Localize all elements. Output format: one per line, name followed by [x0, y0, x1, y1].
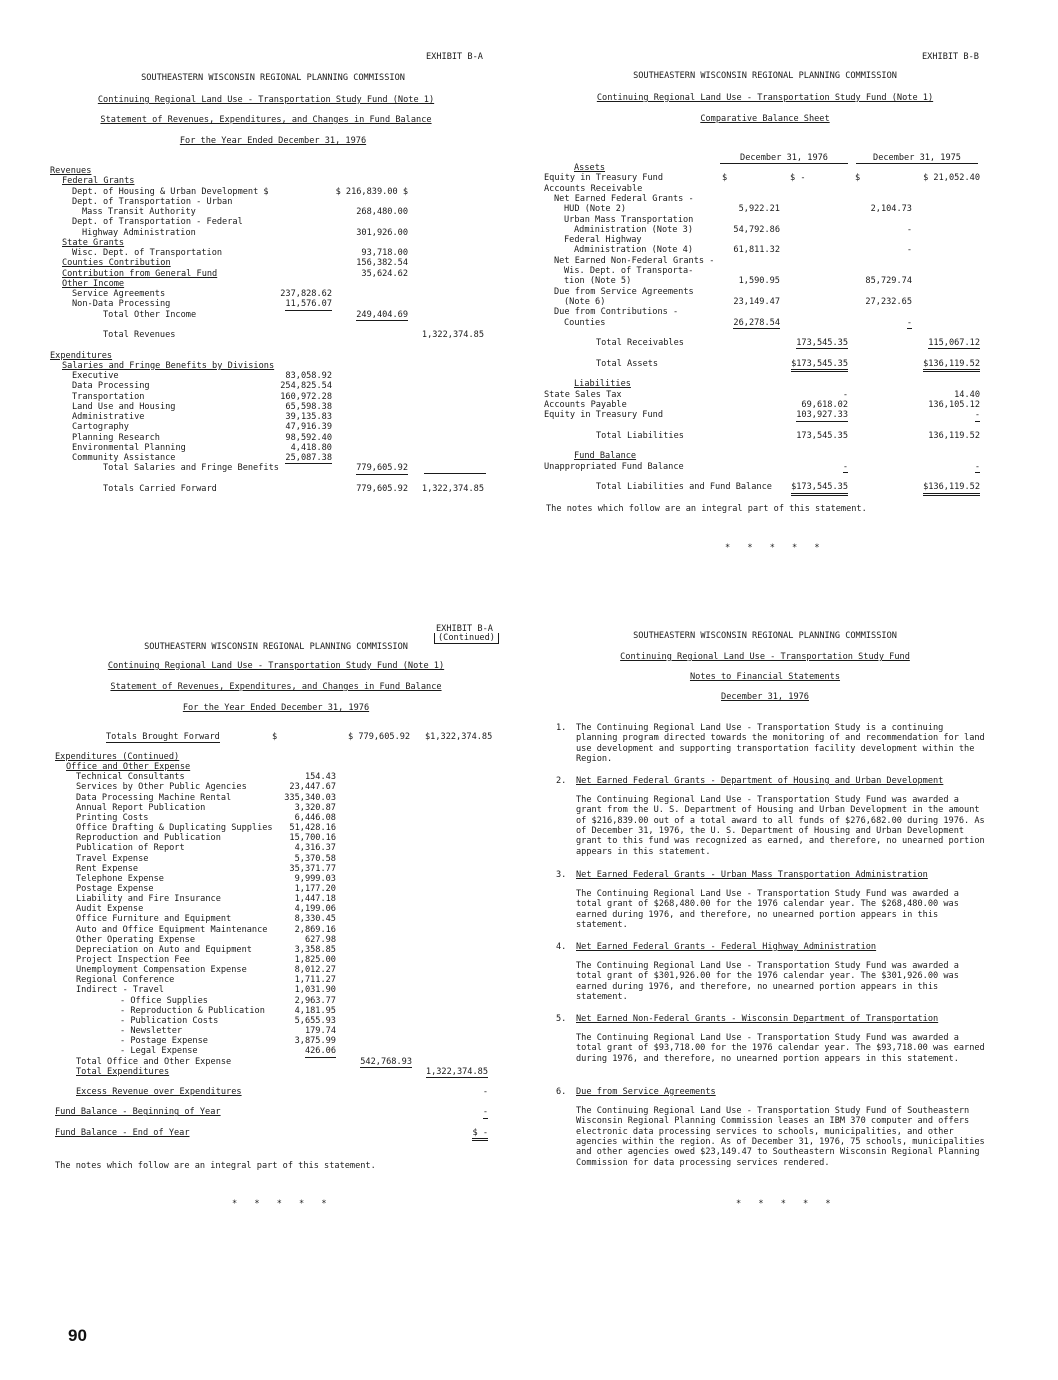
row-label: Community Assistance [72, 453, 176, 463]
exhibit-label: EXHIBIT B-A [436, 624, 493, 634]
row-label: Regional Conference [76, 975, 175, 986]
amount-cell: 5,370.58 [294, 853, 336, 864]
row-label: Net Earned Federal Grants - [554, 193, 694, 204]
amount-cell: - [974, 461, 980, 472]
row-label: Planning Research [72, 432, 160, 443]
row-label: Depreciation on Auto and Equipment [76, 944, 252, 955]
row-label: Due from Service Agreements [554, 286, 694, 297]
row-label: State Grants [62, 237, 125, 248]
amount-cell: 627.98 [304, 934, 336, 945]
amount-cell: - [482, 1086, 488, 1097]
row-label: - Office Supplies [120, 995, 208, 1006]
row-label: Counties [564, 317, 606, 328]
amount-cell: 103,927.33 [796, 410, 848, 421]
row-label: Postage Expense [76, 883, 154, 894]
amount-cell: 25,087.38 [285, 453, 332, 463]
fund-title: Continuing Regional Land Use - Transportation Study Fund (Note 1) [97, 95, 435, 105]
amount-cell: 1,825.00 [294, 955, 336, 965]
amount-cell: 237,828.62 [280, 289, 332, 299]
row-label: Revenues [50, 166, 92, 176]
amount-cell: 83,058.92 [285, 371, 332, 381]
row-label: Technical Consultants [76, 772, 185, 783]
note-number: 2. [556, 776, 567, 786]
row-label: Urban Mass Transportation [564, 214, 694, 225]
row-label: Salaries and Fringe Benefits by Divisions [62, 360, 275, 371]
amount-cell: 65,598.38 [285, 401, 332, 412]
amount-cell: $136,119.52 [923, 482, 980, 495]
amount-cell: $173,545.35 [791, 359, 848, 372]
period-title: For the Year Ended December 31, 1976 [179, 136, 367, 146]
row-label: (Note 6) [564, 296, 606, 307]
amount-cell: 4,181.95 [294, 1005, 336, 1016]
amount-cell: 1,322,374.85 [425, 1066, 488, 1077]
row-label: Total Liabilities and Fund Balance [596, 482, 772, 493]
row-label: Due from Contributions - [554, 307, 679, 318]
row-label: Total Salaries and Fringe Benefits [103, 463, 279, 474]
note-heading: Net Earned Federal Grants - Department of Housing and Urban Development [576, 776, 944, 786]
row-label: Federal Highway [564, 235, 642, 246]
row-label: Fund Balance - Beginning of Year [55, 1107, 221, 1118]
note-body: The Continuing Regional Land Use - Transportation Study Fund was awarded a total grant of $268,480.00 for the 1976 calendar year. The $268,480.00 was earned during 1976, and therefore, no unearned portion appears in this statement. [576, 889, 959, 930]
row-label: Annual Report Publication [76, 802, 206, 813]
amount-cell: 69,618.02 [801, 399, 848, 410]
brought-forward-dollar: $ [272, 732, 278, 742]
note-number: 1. [556, 723, 567, 733]
row-label: Administrative [72, 412, 145, 422]
exhibit-label: EXHIBIT B-A [426, 52, 483, 62]
amount-cell: 115,067.12 [928, 338, 980, 349]
notes-title: Notes to Financial Statements [689, 672, 841, 682]
amount-cell: - [482, 1107, 488, 1118]
row-label: Executive [72, 371, 119, 381]
fund-title: Continuing Regional Land Use - Transportation Study Fund (Note 1) [107, 661, 445, 671]
row-label: tion (Note 5) [564, 276, 632, 287]
amount-cell: 301,926.00 [356, 227, 408, 238]
org-name: SOUTHEASTERN WISCONSIN REGIONAL PLANNING COMMISSION [633, 631, 897, 641]
separator-stars: * * * * * [232, 1199, 333, 1209]
amount-cell: $ 216,839.00 $ [335, 186, 408, 197]
amount-cell: 160,972.28 [280, 391, 332, 402]
amount-cell: 26,278.54 [733, 317, 780, 328]
amount-cell: 39,135.83 [285, 412, 332, 422]
separator-stars: * * * * * [725, 543, 826, 553]
row-label: State Sales Tax [544, 389, 622, 400]
fund-title: Continuing Regional Land Use - Transportation Study Fund [620, 652, 910, 662]
amount-cell: 1,590.95 [738, 276, 780, 287]
amount-cell: 1,322,374.85 [421, 483, 484, 494]
amount-cell: 54,792.86 [733, 224, 780, 235]
total-rule [424, 473, 486, 474]
amount-cell: 5,922.21 [738, 204, 780, 215]
amount-cell: 1,447.18 [294, 894, 336, 905]
row-label: Liabilities [574, 379, 631, 390]
statement-title: Statement of Revenues, Expenditures, and Changes in Fund Balance [110, 682, 442, 692]
row-label: Travel Expense [76, 853, 149, 864]
amount-cell: $ [855, 173, 861, 184]
note-heading: Due from Service Agreements [576, 1087, 716, 1097]
amount-cell: 136,119.52 [928, 430, 980, 441]
amount-cell: 1,031.90 [294, 985, 336, 996]
org-name: SOUTHEASTERN WISCONSIN REGIONAL PLANNING COMMISSION [144, 642, 408, 652]
amount-cell: 11,576.07 [285, 299, 332, 310]
note-number: 3. [556, 870, 567, 880]
row-label: Excess Revenue over Expenditures [76, 1086, 242, 1097]
amount-cell: 15,700.16 [289, 833, 336, 844]
continued-label: (Continued) [434, 633, 499, 644]
row-label: Federal Grants [62, 176, 135, 187]
row-label: Net Earned Non-Federal Grants - [554, 255, 715, 266]
amount-cell: 3,320.87 [294, 802, 336, 813]
note-number: 4. [556, 942, 567, 952]
integral-note: The notes which follow are an integral part of this statement. [55, 1161, 376, 1171]
row-label: Land Use and Housing [72, 401, 176, 412]
amount-cell: 779,605.92 [356, 483, 408, 494]
row-label: Service Agreements [72, 289, 166, 299]
amount-cell: 1,177.20 [294, 883, 336, 894]
amount-cell: - [842, 389, 848, 400]
row-label: Non-Data Processing [72, 299, 171, 310]
row-label: Indirect - Travel [76, 985, 164, 996]
row-label: Unappropriated Fund Balance [544, 461, 684, 472]
row-label: Total Office and Other Expense [76, 1056, 232, 1067]
row-label: Dept. of Transportation - Federal [72, 217, 243, 228]
row-label: Totals Carried Forward [103, 483, 217, 494]
row-label: Accounts Receivable [544, 183, 643, 194]
note-body: The Continuing Regional Land Use - Transportation Study Fund was awarded a total grant of $93,718.00 for the 1976 calendar year. The $93,718.00 was earned during 1976, and therefore, no unearned portion appears in this statement. [576, 1033, 985, 1064]
amount-cell: 335,340.03 [284, 792, 336, 803]
org-name: SOUTHEASTERN WISCONSIN REGIONAL PLANNING COMMISSION [141, 73, 405, 83]
row-label: Expenditures [50, 350, 113, 361]
amount-cell: 85,729.74 [865, 276, 912, 287]
row-label: Assets [574, 163, 606, 173]
row-label: Office Furniture and Equipment [76, 914, 232, 925]
integral-note: The notes which follow are an integral part of this statement. [546, 504, 867, 514]
amount-cell: 93,718.00 [361, 248, 408, 258]
row-label: Office and Other Expense [66, 762, 191, 773]
amount-cell: 8,012.27 [294, 965, 336, 976]
row-label: Rent Expense [76, 863, 139, 874]
row-label: Total Liabilities [596, 430, 684, 441]
amount-cell: - [842, 461, 848, 472]
amount-cell: 23,447.67 [289, 782, 336, 793]
amount-cell: - [906, 245, 912, 256]
amount-cell: 542,768.93 [360, 1056, 412, 1067]
row-label: Contribution from General Fund [62, 268, 218, 279]
amount-cell: 27,232.65 [865, 296, 912, 307]
amount-cell: 268,480.00 [356, 207, 408, 217]
amount-cell: $136,119.52 [923, 359, 980, 372]
note-body: The Continuing Regional Land Use - Transportation Study Fund was awarded a grant from the U. S. Department of Housing and Urban Development in the amount of $216,839.00 out of a total award to all funds of $276,682.00 during 1976. As of December 31, 1976, the U. S. Department of Housing and Urban Development grant to this fund was recognized as earned, and therefore, no unearned portion appears in this statement. [576, 795, 985, 857]
row-label: Highway Administration [82, 227, 196, 238]
amount-cell: 51,428.16 [289, 823, 336, 834]
row-label: Environmental Planning [72, 442, 186, 453]
row-label: Accounts Payable [544, 399, 627, 410]
row-label: Telephone Expense [76, 873, 164, 884]
amount-cell: 6,446.08 [294, 812, 336, 823]
row-label: Data Processing Machine Rental [76, 792, 232, 803]
row-label: Wis. Dept. of Transporta- [564, 266, 694, 276]
amount-cell: 179.74 [304, 1026, 336, 1037]
amount-cell: 156,382.54 [356, 258, 408, 269]
row-label: Auto and Office Equipment Maintenance [76, 924, 268, 935]
col-1975-header: December 31, 1975 [856, 153, 978, 164]
org-name: SOUTHEASTERN WISCONSIN REGIONAL PLANNING COMMISSION [633, 71, 897, 81]
brought-forward-expenditures: $ 779,605.92 [348, 732, 411, 742]
amount-cell: $ 21,052.40 [923, 173, 980, 184]
row-label: Office Drafting & Duplicating Supplies [76, 823, 273, 834]
amount-cell: $ - [790, 173, 806, 184]
amount-cell: 1,322,374.85 [421, 330, 484, 340]
row-label: Other Operating Expense [76, 934, 195, 945]
amount-cell: 47,916.39 [285, 422, 332, 433]
row-label: HUD (Note 2) [564, 204, 627, 215]
fund-title: Continuing Regional Land Use - Transportation Study Fund (Note 1) [596, 93, 934, 103]
row-label: Dept. of Housing & Urban Development $ [72, 186, 269, 197]
row-label: Administration (Note 3) [574, 224, 693, 235]
note-body: The Continuing Regional Land Use - Transportation Study Fund was awarded a total grant of $301,926.00 for the 1976 calendar year. The $301,926.00 was earned during 1976, and therefore, no unearned portion appears in this statement. [576, 961, 959, 1002]
amount-cell: 8,330.45 [294, 914, 336, 925]
amount-cell: 2,104.73 [870, 204, 912, 215]
exhibit-label: EXHIBIT B-B [922, 52, 979, 62]
amount-cell: 4,199.06 [294, 904, 336, 915]
note-number: 5. [556, 1014, 567, 1024]
amount-cell: 3,358.85 [294, 944, 336, 955]
note-heading: Net Earned Federal Grants - Urban Mass Transportation Administration [576, 870, 928, 880]
statement-title: Comparative Balance Sheet [700, 114, 830, 124]
amount-cell: 779,605.92 [356, 463, 408, 474]
note-heading: Net Earned Non-Federal Grants - Wisconsin Department of Transportation [576, 1014, 939, 1024]
amount-cell: - [906, 317, 912, 328]
row-label: Counties Contribution [62, 258, 171, 269]
row-label: Administration (Note 4) [574, 245, 693, 256]
page-number: 90 [68, 1326, 87, 1345]
row-label: Dept. of Transportation - Urban [72, 196, 233, 207]
amount-cell: - [974, 410, 980, 421]
amount-cell: 14.40 [954, 389, 980, 400]
row-label: Total Expenditures [76, 1066, 170, 1077]
row-label: Mass Transit Authority [82, 207, 196, 217]
amount-cell: 2,963.77 [294, 995, 336, 1006]
row-label: Total Other Income [103, 309, 197, 320]
row-label: Wisc. Dept. of Transportation [72, 248, 223, 258]
amount-cell: 173,545.35 [796, 430, 848, 441]
row-label: Expenditures (Continued) [55, 752, 180, 762]
col-1976-header: December 31, 1976 [720, 153, 848, 164]
amount-cell: 1,711.27 [294, 975, 336, 986]
row-label: Data Processing [72, 381, 150, 392]
row-label: Other Income [62, 278, 125, 289]
row-label: - Newsletter [120, 1026, 183, 1037]
row-label: Transportation [72, 391, 145, 402]
note-number: 6. [556, 1087, 567, 1097]
row-label: Total Revenues [103, 330, 176, 340]
amount-cell: 426.06 [304, 1046, 336, 1057]
row-label: Cartography [72, 422, 129, 433]
row-label: - Reproduction & Publication [120, 1005, 265, 1016]
amount-cell: 4,316.37 [294, 843, 336, 854]
amount-cell: 98,592.40 [285, 432, 332, 443]
amount-cell: 23,149.47 [733, 296, 780, 307]
row-label: - Legal Expense [120, 1046, 198, 1057]
amount-cell: 3,875.99 [294, 1036, 336, 1047]
amount-cell: 9,999.03 [294, 873, 336, 884]
row-label: Project Inspection Fee [76, 955, 190, 965]
amount-cell: 61,811.32 [733, 245, 780, 256]
amount-cell: 249,404.69 [356, 309, 408, 320]
amount-cell: 2,869.16 [294, 924, 336, 935]
row-label: Liability and Fire Insurance [76, 894, 221, 905]
amount-cell: 154.43 [304, 772, 336, 783]
row-label: Equity in Treasury Fund [544, 173, 663, 184]
row-label: Services by Other Public Agencies [76, 782, 247, 793]
amount-cell: $173,545.35 [791, 482, 848, 495]
amount-cell: 35,371.77 [289, 863, 336, 874]
row-label: - Postage Expense [120, 1036, 208, 1047]
brought-forward-revenues: $1,322,374.85 [425, 732, 493, 742]
amount-cell: 4,418.80 [290, 442, 332, 453]
row-label: Audit Expense [76, 904, 144, 915]
row-label: Reproduction and Publication [76, 833, 221, 844]
row-label: - Publication Costs [120, 1015, 219, 1026]
notes-date: December 31, 1976 [721, 692, 809, 702]
row-label: Equity in Treasury Fund [544, 410, 663, 421]
row-label: Fund Balance [574, 451, 637, 462]
amount-cell: - [906, 224, 912, 235]
period-title: For the Year Ended December 31, 1976 [182, 703, 370, 713]
note-body: The Continuing Regional Land Use - Transportation Study is a continuing planning program directed towards the monitoring of and recommendation for land use development and supporting transportation facility development within the Region. [576, 723, 985, 764]
separator-stars: * * * * * [736, 1199, 837, 1209]
amount-cell: 254,825.54 [280, 381, 332, 392]
amount-cell: 136,105.12 [928, 399, 980, 410]
note-body: The Continuing Regional Land Use - Transportation Study Fund of Southeastern Wisconsin Regional Planning Commission leases an IBM 370 computer and offers electronic data processing services to schools, municipalities, and other agencies within the region. As of December 31, 1976, 75 schools, municipalities and other agencies owed $23,149.47 to Southeastern Wisconsin Regional Planning Commission for data processing services rendered. [576, 1106, 985, 1168]
row-label: Publication of Report [76, 843, 185, 854]
amount-cell: 173,545.35 [796, 338, 848, 349]
brought-forward-label: Totals Brought Forward [106, 732, 220, 742]
amount-cell: 35,624.62 [361, 268, 408, 279]
amount-cell: $ [722, 173, 728, 184]
amount-cell: 5,655.93 [294, 1015, 336, 1026]
row-label: Fund Balance - End of Year [55, 1127, 190, 1138]
statement-title: Statement of Revenues, Expenditures, and Changes in Fund Balance [100, 115, 432, 125]
row-label: Total Receivables [596, 338, 684, 349]
row-label: Printing Costs [76, 812, 149, 823]
note-heading: Net Earned Federal Grants - Federal Highway Administration [576, 942, 877, 952]
amount-cell: $ - [472, 1128, 488, 1141]
row-label: Unemployment Compensation Expense [76, 965, 247, 976]
row-label: Total Assets [596, 358, 659, 369]
